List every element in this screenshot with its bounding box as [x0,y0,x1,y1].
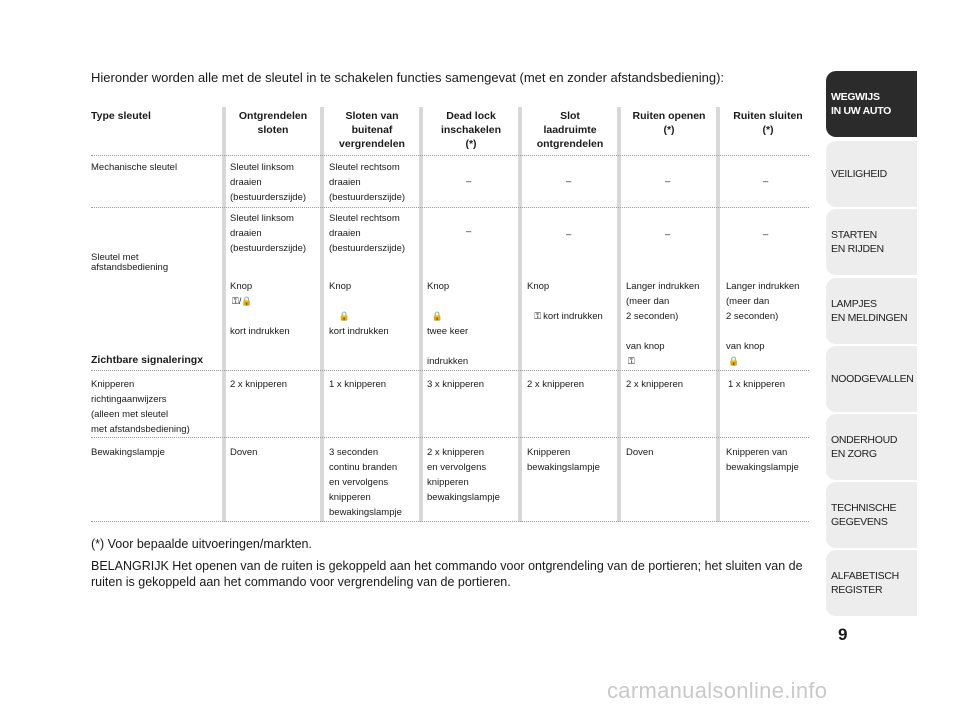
row-divider [91,370,809,371]
unlock-key-icon: ⚿ [628,356,635,366]
remote-a-boot: – [566,229,572,240]
padlock-icon: 🔒 [728,356,740,366]
remote-b-window-open-key: van knop [626,341,665,352]
remote-b-window-close-key: van knop [726,341,765,352]
padlock-icon: 🔒 [431,311,443,321]
remote-b-boot-label: Knop [527,281,550,292]
unlock-key-icon: ⚿/🔒 [232,296,253,306]
boot-icon: ⚿ [534,311,542,321]
remote-b-boot [527,264,603,324]
row-divider [91,437,809,438]
remote-b-unlock-label: Knop [230,281,253,292]
mech-boot: – [566,176,572,187]
lamp-lock: 3 seconden continu branden en vervolgens knipperen bewakingslampje [329,447,402,518]
important-note: BELANGRIJK Het openen van de ruiten is gekoppeld aan het commando voor ontgrendeling van de portieren; het sluiten van de ruiten is gekoppeld aan het commando voor vergrendeling van de portieren. [91,559,803,589]
tab-wegwijs[interactable]: WEGWIJS IN UW AUTO [826,71,917,137]
remote-b-window-close [726,264,799,369]
header-window-open: Ruiten openen (*) [632,110,706,136]
remote-b-deadlock-label: Knop [427,281,450,292]
remote-b-window-close-text: Langer indrukken (meer dan 2 seconden) [726,281,800,322]
page-number: 9 [838,625,848,644]
tab-register[interactable]: ALFABETISCH REGISTER [826,550,917,616]
header-boot: Slot laadruimte ontgrendelen [536,110,604,150]
column-divider [222,107,226,522]
blink-unlock: 2 x knipperen [230,379,288,390]
tab-noodgevallen[interactable]: NOODGEVALLEN [826,346,917,412]
tab-starten[interactable]: STARTEN EN RIJDEN [826,209,917,275]
remote-b-deadlock-action: twee keer [427,326,469,337]
padlock-icon: 🔒 [338,311,351,321]
blink-type: Knipperen richtingaanwijzers (alleen met sleutel met afstandsbediening) [91,379,190,435]
mech-window-close: – [763,176,769,187]
mech-lock: Sleutel rechtsom draaien (bestuurderszijde) [329,162,406,203]
remote-a-deadlock: – [466,226,472,237]
remote-b-unlock [230,264,290,339]
remote-b-lock-action: kort indrukken [329,326,389,337]
remote-b-window-open [626,264,699,369]
mech-deadlock: – [466,176,472,187]
lamp-boot: Knipperen bewakingslampje [527,447,600,473]
tab-technische[interactable]: TECHNISCHE GEGEVENS [826,482,917,548]
column-divider [617,107,621,522]
header-window-close: Ruiten sluiten (*) [733,110,803,136]
blink-deadlock: 3 x knipperen [427,379,485,390]
mech-unlock: Sleutel linksom draaien (bestuurderszijde) [230,162,307,203]
mech-type: Mechanische sleutel [91,162,178,173]
header-lock: Sloten van buitenaf vergrendelen [339,110,405,150]
row-divider [91,155,809,156]
header-deadlock: Dead lock inschakelen (*) [440,110,502,150]
blink-window-close: 1 x knipperen [728,379,786,390]
footnote: (*) Voor bepaalde uitvoeringen/markten. [91,537,312,551]
blink-window-open: 2 x knipperen [626,379,684,390]
lamp-unlock: Doven [230,447,258,458]
watermark: carmanualsonline.info [607,678,828,703]
header-type: Type sleutel [91,110,151,122]
lamp-deadlock: 2 x knipperen en vervolgens knipperen bewakingslampje [427,447,500,503]
remote-b-lock [329,264,389,339]
column-divider [716,107,720,522]
remote-a-window-close: – [763,229,769,240]
column-divider [320,107,324,522]
tab-lampjes[interactable]: LAMPJES EN MELDINGEN [826,278,917,344]
tab-onderhoud[interactable]: ONDERHOUD EN ZORG [826,414,917,480]
mech-window-open: – [665,176,671,187]
remote-a-window-open: – [665,229,671,240]
lamp-type: Bewakingslampje [91,447,165,458]
signal-heading: Zichtbare signaleringx [91,354,204,366]
remote-b-window-open-text: Langer indrukken (meer dan 2 seconden) [626,281,700,322]
remote-b-deadlock-action-2: indrukken [427,356,469,367]
tab-veiligheid[interactable]: VEILIGHEID [826,141,917,207]
remote-type: Sleutel met afstandsbediening [91,252,169,273]
lamp-window-open: Doven [626,447,654,458]
column-divider [518,107,522,522]
row-divider [91,207,809,208]
lamp-window-close: Knipperen van bewakingslampje [726,447,799,473]
column-divider [419,107,423,522]
remote-b-lock-label: Knop [329,281,352,292]
remote-a-lock: Sleutel rechtsom draaien (bestuurderszijde) [329,213,406,254]
row-divider [91,521,809,522]
blink-lock: 1 x knipperen [329,379,387,390]
remote-a-unlock: Sleutel linksom draaien (bestuurderszijde) [230,213,307,254]
remote-b-unlock-action: kort indrukken [230,326,290,337]
remote-b-boot-action: kort indrukken [543,311,603,322]
header-unlock: Ontgrendelen sloten [238,110,308,136]
intro-text: Hieronder worden alle met de sleutel in te schakelen functies samengevat (met en zonder afstandsbediening): [91,70,725,85]
blink-boot: 2 x knipperen [527,379,585,390]
remote-b-deadlock [427,264,468,369]
